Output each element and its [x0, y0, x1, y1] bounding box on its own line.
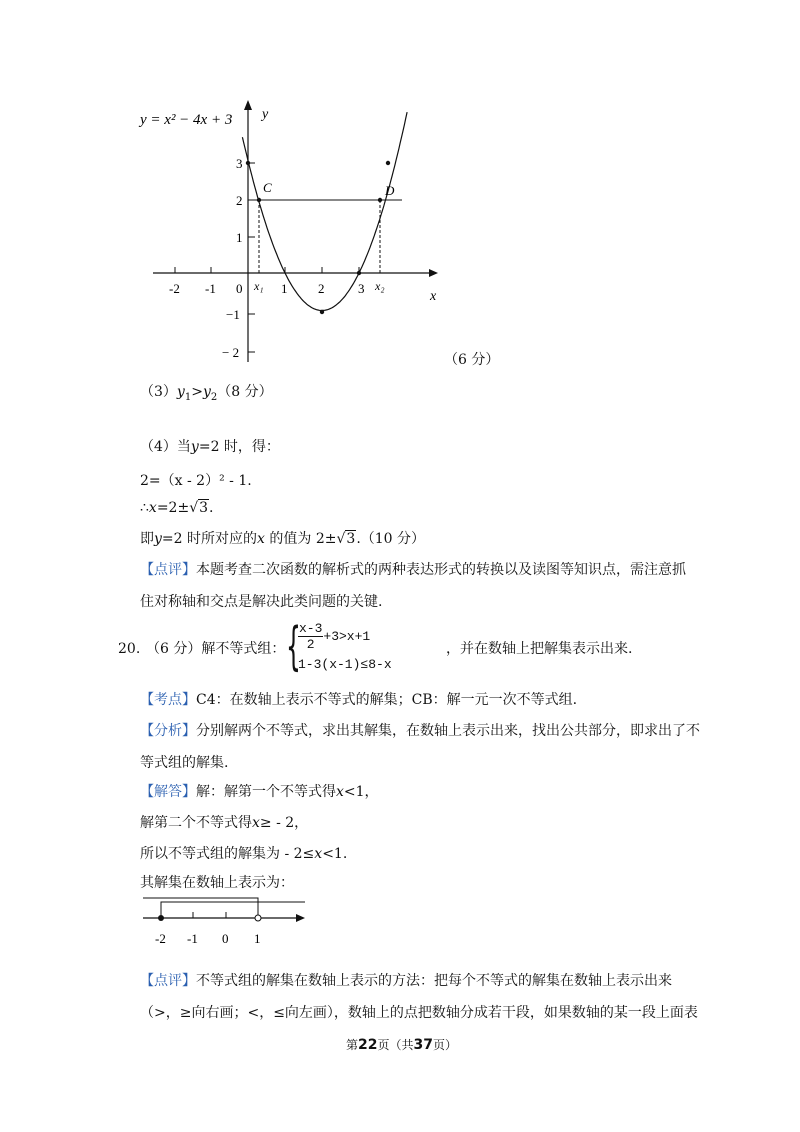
x-tick-label: -2: [169, 281, 180, 296]
jieda-tag: 【解答】: [140, 784, 196, 800]
point-root-3: [357, 271, 361, 275]
point-c-label: C: [263, 180, 272, 195]
solution-bracket-x-ge-neg2: [161, 902, 305, 918]
number-line-arrow: [296, 914, 305, 922]
kaodian-line: 【考点】C4：在数轴上表示不等式的解集；CB：解一元一次不等式组.: [140, 692, 578, 708]
x1-mark-label: x₁: [254, 279, 264, 293]
comment19-line1: 【点评】本题考查二次函数的解析式的两种表达形式的转换以及读图等知识点，需注意抓: [140, 562, 686, 578]
x-tick-label: -1: [205, 281, 216, 296]
parabola-graph: [135, 95, 465, 370]
y-tick-label: 3: [236, 156, 243, 171]
point-d: [378, 198, 382, 202]
inequality-2: 1-3(x-1)≤8-x: [298, 657, 392, 672]
y-tick-label: 2: [236, 193, 243, 208]
numberline-label: -2: [155, 931, 166, 946]
point-d-label: D: [385, 183, 395, 198]
answer-part4-line2: 2=（x - 2）² - 1.: [140, 473, 252, 489]
page-total: 37: [413, 1037, 433, 1053]
x-ticks: [175, 267, 359, 273]
point-y-intercept: [246, 161, 250, 165]
x-tick-label: 3: [358, 281, 365, 296]
problem20-number: 20.: [118, 641, 141, 657]
equation-label: y = x² − 4x + 3: [140, 112, 233, 128]
fenxi-line1: 【分析】分别解两个不等式，求出其解集，在数轴上表示出来，找出公共部分，即求出了不: [140, 723, 700, 739]
comment19-line2: 住对称轴和交点是解决此类问题的关键.: [140, 594, 383, 610]
problem20-tail: ，并在数轴上把解集表示出来.: [446, 641, 633, 657]
x-tick-label: 2: [318, 281, 325, 296]
system-brace: {: [286, 617, 301, 677]
number-line: [140, 895, 310, 950]
jieda-line2: 解第二个不等式得x≥ - 2，: [140, 815, 309, 831]
point-right: [386, 161, 390, 165]
y-tick-label: − 2: [222, 345, 240, 360]
answer-part4-line1: （4）当y=2 时，得：: [140, 439, 280, 455]
numberline-label: 1: [254, 931, 261, 946]
open-point-1: [255, 915, 261, 921]
jieda-line4: 其解集在数轴上表示为：: [140, 875, 294, 891]
page-footer: 第22页（共37页）: [346, 1037, 458, 1053]
answer-part4-line4: 即y=2 时所对应的x 的值为 2±√3.（10 分）: [140, 531, 426, 547]
fenxi-line2: 等式组的解集.: [140, 755, 229, 771]
y-tick-label: 1: [236, 230, 243, 245]
x-axis-arrow: [429, 269, 438, 277]
fenxi-tag: 【分析】: [140, 723, 196, 739]
x-tick-label: 1: [281, 281, 288, 296]
y-axis-label: y: [262, 107, 269, 122]
page-number: 22: [358, 1037, 378, 1053]
x-axis-label: x: [430, 289, 437, 304]
comment20-line1: 【点评】不等式组的解集在数轴上表示的方法：把每个不等式的解集在数轴上表示出来: [140, 973, 672, 989]
numberline-label: -1: [187, 931, 198, 946]
x2-mark-label: x₂: [375, 279, 385, 293]
solid-point-neg2: [158, 915, 164, 921]
y-tick-label: −1: [226, 307, 240, 322]
comment20-tag: 【点评】: [140, 973, 196, 989]
answer-part3: $(3)y_1>y_2(8$ 分）: [140, 384, 273, 403]
numberline-label: 0: [222, 931, 229, 946]
kaodian-tag: 【考点】: [140, 692, 196, 708]
comment19-tag: 【点评】: [140, 562, 196, 578]
jieda-line1: 【解答】解：解第一个不等式得x<1，: [140, 784, 379, 800]
jieda-line3: 所以不等式组的解集为 - 2≤x<1.: [140, 846, 348, 862]
inequality-system: [286, 619, 436, 679]
point-vertex: [320, 310, 324, 314]
y-axis-arrow: [244, 100, 252, 110]
answer-part4-line3: ∴x=2±√3.: [140, 500, 214, 516]
y-ticks: [248, 163, 255, 352]
x-tick-label: 0: [236, 281, 243, 296]
problem20-score: （6 分）解不等式组：: [146, 641, 286, 657]
graph-score-note: （6 分）: [444, 352, 500, 368]
inequality-1: $\frac{x-3}{2}$ +3>x+1: [299, 621, 371, 652]
point-c: [257, 198, 261, 202]
comment20-line2: （>，≥向右画；<，≤向左画），数轴上的点把数轴分成若干段，如果数轴的某一段上面表: [140, 1005, 698, 1021]
solution-bracket-x-lt-1: [143, 898, 258, 918]
